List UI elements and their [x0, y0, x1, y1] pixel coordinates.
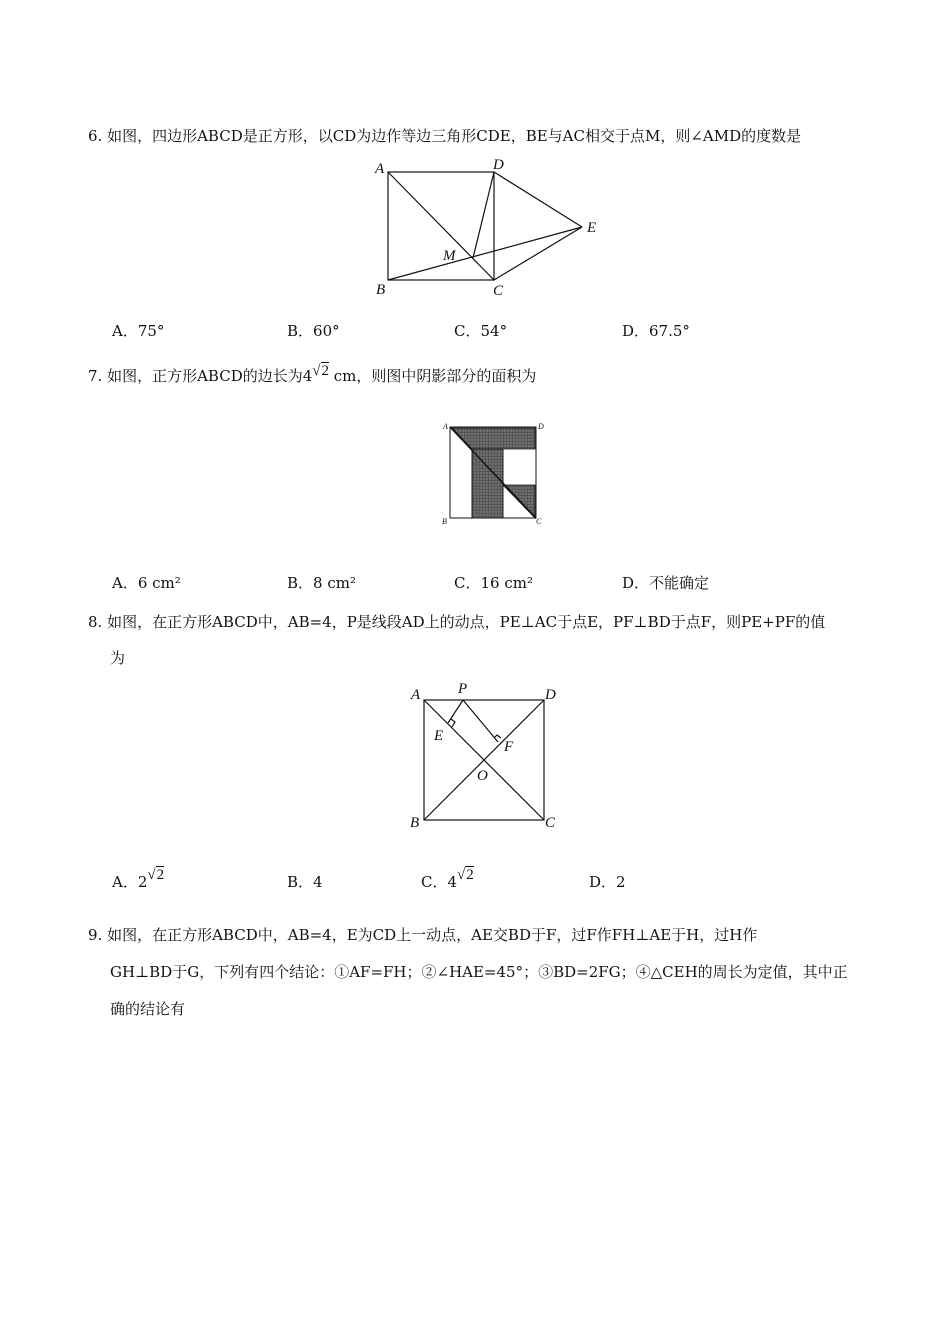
q8-option-d-value: 2: [616, 873, 626, 891]
q7-label-b: B: [442, 517, 447, 526]
q8-option-a[interactable]: [112, 864, 164, 901]
q8-label-d: D: [545, 687, 556, 703]
q8-option-a-sqrt: √2: [147, 867, 165, 883]
q8-option-c-coef: 4: [447, 873, 458, 891]
q8-option-c[interactable]: [421, 864, 474, 901]
question-6-text: 如图，四边形ABCD是正方形，以CD为边作等边三角形CDE，BE与AC相交于点M，则∠AMD的度数是: [107, 127, 802, 145]
q6-option-b-value: 60°: [313, 322, 340, 340]
q6-label-d: D: [493, 157, 504, 173]
q8-option-a-key: A．: [112, 873, 138, 891]
question-6: [88, 124, 868, 148]
q7-option-b-key: B．: [287, 574, 314, 592]
q8-diagram: [405, 680, 565, 835]
q6-option-b[interactable]: [287, 320, 340, 341]
question-8: [88, 604, 868, 676]
q7-diagram: [438, 418, 550, 530]
q6-label-m: M: [443, 248, 456, 264]
q7-option-c-key: C．: [454, 574, 481, 592]
question-9: [88, 917, 868, 1028]
q6-option-d-key: D．: [622, 322, 650, 340]
question-8-line-2: 为: [110, 649, 126, 667]
q8-option-c-sqrt: √2: [457, 867, 474, 883]
q7-label-d: D: [538, 422, 544, 431]
question-6-number: 6.: [88, 127, 103, 145]
q6-label-a: A: [375, 161, 385, 177]
question-9-number: 9.: [88, 926, 103, 944]
q8-label-e: E: [434, 728, 444, 744]
q7-option-c[interactable]: [454, 572, 533, 593]
q6-label-e: E: [587, 220, 597, 236]
question-9-line-2: GH⊥BD于G，下列有四个结论：①AF=FH；②∠HAE=45°；③BD=2FG；④△CEH的周长为定值，其中正: [110, 963, 848, 981]
q7-option-d-key: D．: [622, 574, 650, 592]
q8-option-c-radicand: 2: [466, 867, 474, 883]
q7-label-a: A: [443, 422, 448, 431]
q7-option-a-key: A．: [112, 574, 138, 592]
q8-label-f: F: [504, 739, 514, 755]
q6-option-c-key: C．: [454, 322, 481, 340]
question-8-number: 8.: [88, 613, 103, 631]
question-6-figure: [370, 154, 610, 299]
q7-option-a-value: 6 cm²: [137, 574, 181, 592]
q7-sqrt: √2: [312, 363, 330, 379]
q7-option-a[interactable]: [112, 572, 181, 593]
q7-radicand: 2: [321, 363, 330, 379]
q7-option-d-value: 不能确定: [649, 574, 710, 592]
question-9-line-3: 确的结论有: [110, 1000, 186, 1018]
q8-option-d-key: D．: [589, 873, 617, 891]
q8-label-c: C: [545, 815, 556, 831]
q8-option-b-key: B．: [287, 873, 314, 891]
question-7-text-post: cm，则图中阴影部分的面积为: [329, 367, 537, 385]
q8-option-a-coef: 2: [137, 873, 148, 891]
q6-diagram: [370, 154, 610, 299]
q8-label-o: O: [477, 768, 488, 784]
q6-option-b-key: B．: [287, 322, 314, 340]
q7-label-c: C: [536, 517, 542, 526]
question-8-line-1: [88, 604, 868, 640]
q6-label-b: B: [376, 282, 386, 298]
q6-option-a-key: A．: [112, 322, 138, 340]
question-8-text-1: 如图，在正方形ABCD中，AB=4，P是线段AD上的动点，PE⊥AC于点E，PF⊥BD于点F，则PE+PF的值: [107, 613, 826, 631]
question-7-text-pre: 如图，正方形ABCD的边长为4: [107, 367, 313, 385]
q8-option-b[interactable]: [287, 864, 323, 900]
q6-option-d-value: 67.5°: [649, 322, 690, 340]
q6-option-d[interactable]: [622, 320, 690, 341]
q8-option-a-radicand: 2: [156, 867, 165, 883]
q6-option-c-value: 54°: [480, 322, 508, 340]
q7-option-b-value: 8 cm²: [313, 574, 356, 592]
question-7-figure: [438, 418, 550, 530]
q8-label-b: B: [410, 815, 420, 831]
q6-label-c: C: [493, 283, 504, 299]
q7-option-b[interactable]: [287, 572, 356, 593]
q8-option-b-value: 4: [313, 873, 323, 891]
q6-option-a-value: 75°: [137, 322, 165, 340]
q7-option-d[interactable]: [622, 572, 709, 593]
q6-option-a[interactable]: [112, 320, 164, 341]
question-8-figure: [405, 680, 565, 835]
q8-label-a: A: [411, 687, 421, 703]
q6-option-c[interactable]: [454, 320, 507, 341]
question-7-number: 7.: [88, 367, 103, 385]
q7-option-c-value: 16 cm²: [480, 574, 533, 592]
q8-label-p: P: [458, 681, 468, 697]
question-9-text-1: 如图，在正方形ABCD中，AB=4，E为CD上一动点，AE交BD于F，过F作FH⊥AE于H，过H作: [107, 926, 758, 944]
q8-option-c-key: C．: [421, 873, 448, 891]
question-7: [88, 364, 868, 389]
q8-option-d[interactable]: [589, 864, 626, 900]
question-9-line-1: [88, 917, 868, 954]
